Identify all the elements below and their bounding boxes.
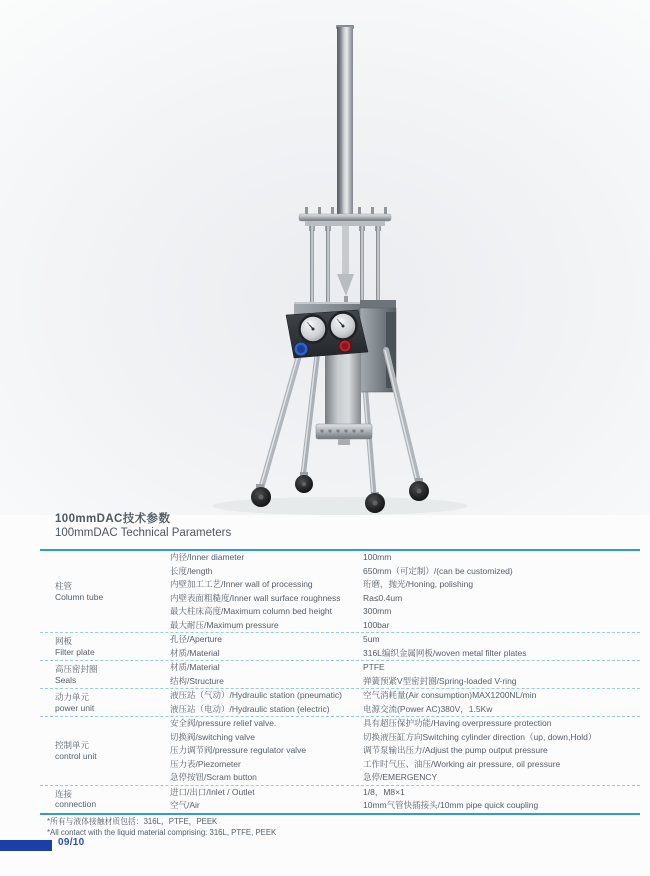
group-label-en: connection [55, 799, 97, 809]
param-cell: 材质/Material [170, 662, 220, 672]
group-label-en: control unit [55, 750, 97, 761]
param-cell: 材质/Material [170, 647, 220, 658]
table-row [170, 605, 640, 619]
table-group-control-unit [40, 716, 640, 785]
table-group-filter-plate [40, 632, 640, 660]
table-row [170, 619, 640, 633]
pressure-gauge-right [330, 313, 357, 340]
group-label-cn: 连接 [55, 788, 73, 799]
footnote-cn: *所有与液体接触材质包括：316L，PTFE，PEEK [47, 817, 218, 826]
technical-parameters-table [40, 549, 640, 815]
param-cell: 进口/出口/Inlet / Outlet [170, 786, 255, 797]
param-cell: 结构/Structure [170, 675, 224, 686]
value-cell: 急停/EMERGENCY [363, 772, 438, 782]
table-row [170, 689, 640, 703]
group-label [40, 689, 170, 716]
section-title [55, 512, 231, 540]
table-row [170, 661, 640, 675]
param-cell: 压力表/Piezometer [170, 758, 241, 769]
table-row [170, 565, 640, 579]
table-row [170, 771, 640, 785]
param-cell: 液压站（气动）/Hydraulic station (pneumatic) [170, 690, 342, 700]
table-row [170, 744, 640, 758]
value-cell: 316L编织金属网板/woven metal filter plates [363, 647, 527, 658]
table-group-connection [40, 785, 640, 813]
footer-accent-bar [0, 840, 52, 851]
param-cell: 内壁表面粗糙度/Inner wall surface roughness [170, 592, 341, 603]
value-cell: 珩磨，抛光/Honing, polishing [363, 579, 474, 589]
footnotes [47, 816, 276, 838]
table-row [170, 592, 640, 606]
value-cell: 100mm [363, 552, 392, 562]
param-cell: 液压站（电动）/Hydraulic station (electric) [170, 703, 330, 714]
group-label-en: Column tube [55, 591, 104, 602]
group-label-cn: 控制单元 [55, 740, 90, 751]
group-label [40, 786, 170, 813]
value-cell: 调节泵输出压力/Adjust the pump output pressure [363, 745, 548, 755]
group-label-cn: 高压密封圈 [55, 664, 98, 674]
value-cell: 300mm [363, 606, 392, 616]
value-cell: 100bar [363, 619, 390, 630]
group-label-en: Seals [55, 674, 77, 685]
value-cell: 电源交流(Power AC)380V，1.5Kw [363, 703, 493, 714]
table-group-seals [40, 660, 640, 688]
table-row [170, 731, 640, 745]
group-label-en: Filter plate [55, 646, 95, 657]
floor-shadow [212, 497, 468, 515]
table-row [170, 799, 640, 813]
table-row [170, 758, 640, 772]
table-row [170, 675, 640, 689]
red-knob [339, 340, 351, 352]
group-label-cn: 网板 [55, 636, 73, 646]
group-label [40, 633, 170, 660]
table-row [170, 786, 640, 800]
footnote-en: *All contact with the liquid material comprising: 316L, PTFE, PEEK [47, 828, 277, 837]
group-label [40, 717, 170, 785]
table-row [170, 717, 640, 731]
control-panel [286, 310, 368, 358]
column-tube-shaft [336, 25, 354, 217]
group-label-cn: 动力单元 [55, 692, 90, 702]
page-title-cn: 100mmDAC技术参数 [55, 513, 171, 525]
value-cell: 工作时气压、油压/Working air pressure, oil pressure [363, 758, 561, 769]
table-row [170, 647, 640, 661]
group-label [40, 551, 170, 632]
param-cell: 压力调节阀/pressure regulator valve [170, 745, 307, 755]
param-cell: 孔径/Aperture [170, 634, 222, 644]
table-row [170, 633, 640, 647]
table-row [170, 703, 640, 717]
value-cell: 具有超压保护功能/Having overpressure protection [363, 718, 552, 728]
table-row [170, 551, 640, 565]
value-cell: 5um [363, 634, 380, 644]
group-label-en: power unit [55, 702, 95, 713]
group-label-cn: 柱管 [55, 581, 73, 591]
value-cell: Ra≤0.4um [363, 592, 403, 603]
param-cell: 内径/Inner diameter [170, 552, 245, 562]
param-cell: 安全阀/pressure relief valve. [170, 718, 277, 728]
value-cell: 650mm（可定制）/(can be customized) [363, 565, 513, 576]
param-cell: 最大柱床高度/Maximum column bed height [170, 606, 333, 616]
value-cell: PTFE [363, 662, 385, 672]
param-cell: 内壁加工工艺/Inner wall of processing [170, 579, 313, 589]
page-title-en: 100mmDAC Technical Parameters [55, 527, 232, 539]
value-cell: 1/8，M8×1 [363, 786, 405, 797]
value-cell: 空气消耗量(Air consumption)MAX1200NL/min [363, 690, 537, 700]
param-cell: 空气/Air [170, 800, 200, 810]
table-row [170, 578, 640, 592]
table-group-power-unit [40, 688, 640, 716]
param-cell: 切换阀/switching valve [170, 731, 256, 742]
blue-knob [294, 342, 308, 356]
value-cell: 弹簧预紧V型密封圈/Spring-loaded V-ring [363, 675, 517, 686]
pressure-gauge-left [300, 316, 327, 343]
param-cell: 长度/length [170, 565, 213, 576]
param-cell: 最大耐压/Maximum pressure [170, 619, 279, 630]
param-cell: 急停按钮/Scram button [170, 772, 257, 782]
value-cell: 切换液压缸方向Switching cylinder direction（up, down,Hold） [363, 731, 597, 742]
page-number: 09/10 [58, 837, 85, 848]
value-cell: 10mm气管快插接头/10mm pipe quick coupling [363, 800, 539, 810]
table-group-column-tube [40, 551, 640, 632]
group-label [40, 661, 170, 688]
